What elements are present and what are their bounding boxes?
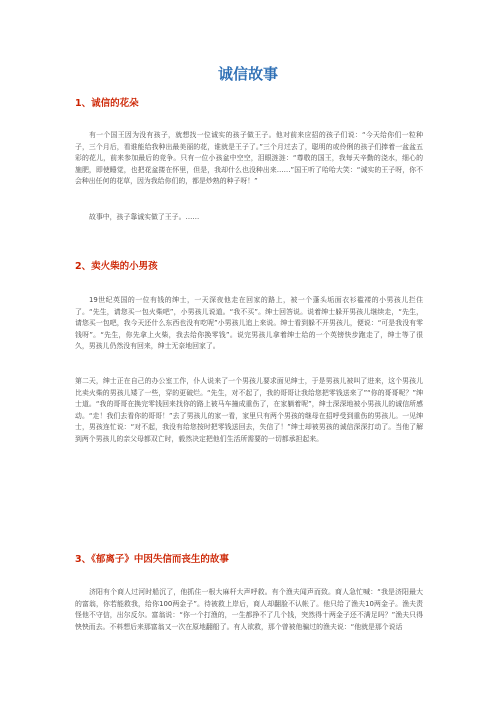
section-3-heading: 3、《郁离子》中因失信而丧生的故事 — [75, 554, 229, 565]
section-1-paragraph-1: 有一个国王因为没有孩子，就想找一位诚实的孩子做王子。他对前来应招的孩子们说：“今天给你们一粒种子，三个月后，看谁能给我种出最美丽的花，谁就是王子了。”三个月过去了，聪明的或伶俐的孩子们捧着一盆盆五彩的花儿，前来参加最后的竞争。只有一位小孩盆中空空，泪眼涟涟：“尊敬的国王，我每天辛勤的浇水，细心的施肥，即使睡觉，也把花盆搂在怀里，但是，我却什么也没种出来……”国王听了哈哈大笑：“诚实的王子呀，你不会种出任何的花草，因为我给你们的，都是炒熟的种子呀！” — [75, 131, 423, 186]
document-title: 诚信故事 — [217, 65, 278, 83]
section-2-paragraph-2: 第二天，绅士正在自己的办公室工作，仆人说来了一个男孩儿要求面见绅士，于是男孩儿被叫了进来，这个男孩儿比卖火柴的男孩儿矮了一些，穿的更破烂。“先生，对不起了，我的哥哥让我给您把零钱送来了”“你的哥哥呢？”绅士道。“我的哥哥在换完零钱回来找你的路上被马车撞成重伤了，在家躺着呢”，绅士深深地被小男孩儿的诚信所感动。“走！我们去看你的哥哥！”去了男孩儿的家一看，家里只有两个男孩的继母在招呼受到重伤的男孩儿。一见绅士，男孩连忙说：“对不起，我没有给您按时把零钱送回去，失信了！”绅士却被男孩的诚信深深打动了。当他了解到两个男孩儿的亲父母都双亡时，毅然决定把他们生活所需要的一切都承担起来。 — [75, 377, 423, 443]
section-1-paragraph-2: 故事中，孩子靠诚实做了王子。…… — [89, 213, 200, 221]
section-2-heading: 2、卖火柴的小男孩 — [75, 261, 158, 272]
section-2-paragraph-1: 19世纪英国的一位有钱的绅士，一天深夜他走在回家的路上，被一个蓬头垢面衣衫褴褛的小男孩儿拦住了。“先生，请您买一包火柴吧”，小男孩儿说道。“我不买”。绅士回答说。说着绅士躲开男孩儿继续走，“先生，请您买一包吧，我今天还什么东西也没有吃呢”小男孩儿追上来说。绅士看到躲不开男孩儿，便说：“可是我没有零钱呀”。“先生，你先拿上火柴，我去给你换零钱”。说完男孩儿拿着绅士给的一个英镑快步跑走了，绅士等了很久，男孩儿仍然没有回来，绅士无奈地回家了。 — [75, 296, 423, 351]
section-1-heading: 1、诚信的花朵 — [75, 98, 139, 109]
section-3-paragraph-1: 济阳有个商人过河时船沉了，他抓住一根大麻杆大声呼救。有个渔夫闻声而致。商人急忙喊：“我是济阳最大的富翁，你若能救我，给你100两金子”。待被救上岸后，商人却翻脸不认帐了。他只给了渔夫10两金子。渔夫责怪他不守信，出尔反尔。富翁说：“你一个打渔的，一生都挣不了几个钱，突然得十两金子还不满足吗？”渔夫只得怏怏而去。不料想后来那富翁又一次在原地翻船了。有人欲救，那个曾被他骗过的渔夫说：“他就是那个说话 — [75, 588, 423, 631]
